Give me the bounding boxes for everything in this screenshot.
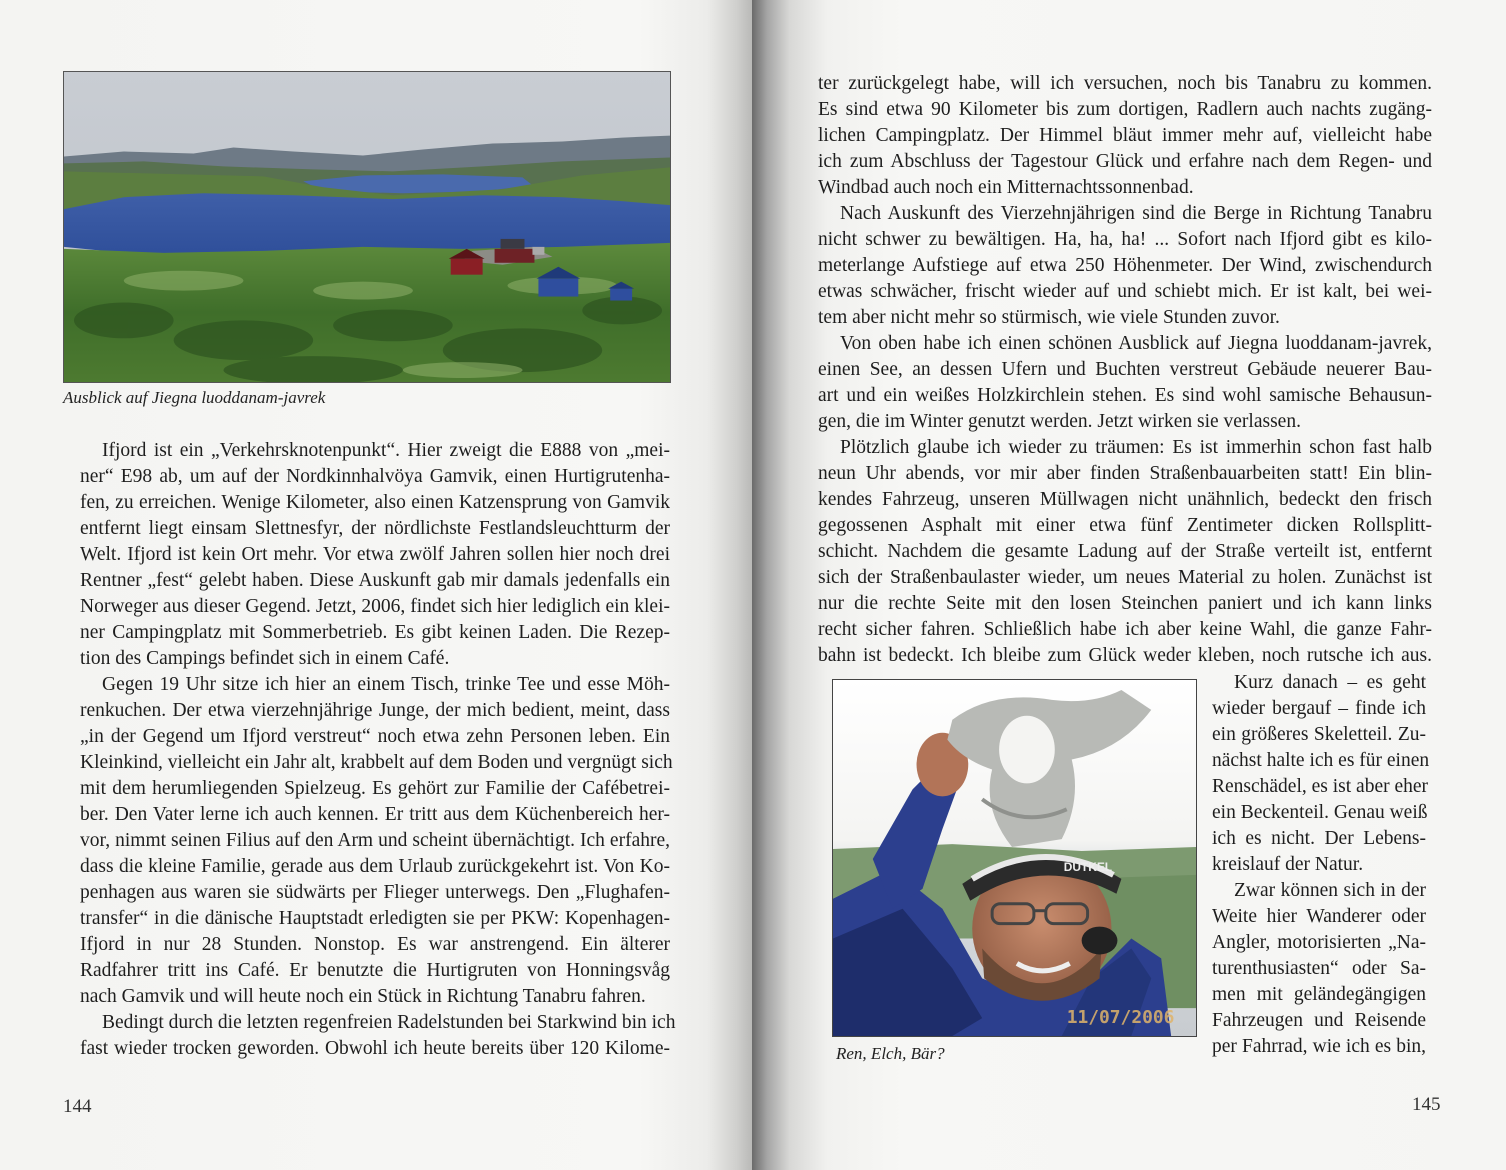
text-line: Welt. Ifjord ist kein Ort mehr. Vor etwa zwölf Jahren sollen hier noch drei — [80, 544, 670, 565]
left-body-text — [80, 438, 676, 1062]
text-line: bahn ist bedeckt. Ich bleibe zum Glück weder kleben, noch rutsche ich aus. — [818, 645, 1432, 666]
text-line: dass die kleine Familie, gerade aus dem Urlaub zurückgekehrt ist. Von Ko- — [80, 856, 670, 877]
text-line: Ifjord in nur 28 Stunden. Nonstop. Es war anstrengend. Ein älterer — [80, 934, 670, 955]
text-line: Rentner „fest“ gelebt haben. Diese Auskunft gab mir damals jedenfalls ein — [80, 570, 670, 591]
cyclist-with-bone-image — [833, 680, 1196, 1036]
text-line: Angler, motorisierten „Na- — [1212, 932, 1426, 953]
text-line: nächst halte ich es für einen — [1212, 750, 1430, 771]
rider-photo-caption: Ren, Elch, Bär? — [836, 1044, 945, 1063]
text-line: einen See, an dessen Ufern und Buchten verstreut Gebäude neuerer Bau- — [818, 359, 1432, 380]
text-line: turenthusiasten“ oder Sa- — [1212, 958, 1426, 979]
lake-landscape-image — [64, 72, 670, 382]
text-line: meterlange Aufstiege auf etwa 250 Höhenmeter. Der Wind, zwischendurch — [818, 255, 1432, 276]
text-line: etwas schwächer, frischt wieder auf und schiebt mich. Er ist kalt, bei wei- — [818, 281, 1432, 302]
text-line: mit dem herumliegenden Spielzeug. Es gehört zur Familie der Cafébetrei- — [80, 778, 670, 799]
text-line: Kurz danach – es geht — [1234, 672, 1426, 693]
text-line: ter zurückgelegt habe, will ich versuchen, noch bis Tanabru zu kommen. — [818, 73, 1432, 94]
text-line: penhagen aus waren sie südwärts per Flieger unterwegs. Den „Flughafen- — [80, 882, 670, 903]
text-line: vor, nimmt seinen Filius auf den Arm und scheint übernächtigt. Ich erfahre, — [80, 830, 670, 851]
text-line: fast wieder trocken geworden. Obwohl ich heute bereits über 120 Kilome- — [80, 1038, 670, 1059]
text-line: schicht. Nachdem die gesamte Ladung auf der Straße verteilt ist, entfernt — [818, 541, 1432, 562]
text-line: Nach Auskunft des Vierzehnjährigen sind die Berge in Richtung Tanabru — [840, 203, 1432, 224]
text-line: recht sicher fahren. Schließlich habe ich aber keine Wahl, die ganze Fahr- — [818, 619, 1432, 640]
page-number-left: 144 — [63, 1096, 92, 1117]
text-line: tem aber nicht mehr so stürmisch, wie viele Stunden zuvor. — [818, 307, 1280, 328]
text-line: nach Gamvik und will heute noch ein Stück in Richtung Tanabru fahren. — [80, 986, 646, 1007]
text-line: per Fahrrad, wie ich es bin, — [1212, 1036, 1426, 1057]
text-line: neun Uhr abends, vor mir aber finden Straßenbauarbeiten statt! Ein blin- — [818, 463, 1432, 484]
text-line: Ifjord ist ein „Verkehrsknotenpunkt“. Hier zweigt die E888 von „mei- — [102, 440, 670, 461]
text-line: Weite hier Wanderer oder — [1212, 906, 1426, 927]
text-line: Plötzlich glaube ich wieder zu träumen: Es ist immerhin schon fast halb — [840, 437, 1432, 458]
helmet-brand-text: DUTKEL — [1063, 859, 1113, 874]
text-line: gen, die im Winter genutzt werden. Jetzt wirken sie verlassen. — [818, 411, 1301, 432]
text-line: ner“ E98 ab, um auf der Nordkinnhalvöya Gamvik, einen Hurtigrutenha- — [80, 466, 670, 487]
text-line: Von oben habe ich einen schönen Ausblick auf Jiegna luoddanam-javrek, — [840, 333, 1432, 354]
text-line: fen, zu erreichen. Wenige Kilometer, also einen Katzensprung von Gamvik — [80, 492, 670, 513]
text-line: Kleinkind, vielleicht ein Jahr alt, krabbelt auf dem Boden und vergnügt sich — [80, 752, 673, 773]
page-number-right: 145 — [1412, 1094, 1441, 1115]
text-line: ber. Den Vater lerne ich auch kennen. Er tritt aus dem Küchenbereich her- — [80, 804, 670, 825]
text-line: tion des Campings befindet sich in einem Café. — [80, 648, 450, 669]
text-line: „in der Gegend um Ifjord verstreut“ noch etwa zehn Personen leben. Ein — [80, 726, 670, 747]
text-line: kendes Fahrzeug, unseren Müllwagen nicht unähnlich, bedeckt den frisch — [818, 489, 1432, 510]
text-line: Es sind etwa 90 Kilometer bis zum dortigen, Radlern auch nachts zugäng- — [818, 99, 1432, 120]
text-line: sich der Straßenbaulaster wieder, um neues Material zu holen. Zunächst ist — [818, 567, 1432, 588]
text-line: Gegen 19 Uhr sitze ich hier an einem Tisch, trinke Tee und esse Möh- — [102, 674, 670, 695]
right-side-text — [1212, 670, 1430, 1060]
text-line: transfer“ in die dänische Hauptstadt erledigten sie per PKW: Kopenhagen- — [80, 908, 670, 929]
text-line: Norweger aus dieser Gegend. Jetzt, 2006, findet sich hier lediglich ein klei- — [80, 596, 670, 617]
text-line: gegossenen Asphalt mit einer etwa fünf Zentimeter dicken Rollsplitt- — [818, 515, 1432, 536]
text-line: ner Campingplatz mit Sommerbetrieb. Es gibt keinen Laden. Die Rezep- — [80, 622, 670, 643]
text-line: ich es nicht. Der Lebens- — [1212, 828, 1426, 849]
text-line: renkuchen. Der etwa vierzehnjährige Junge, der mich bedient, meint, dass — [80, 700, 670, 721]
text-line: nur die rechte Seite mit den losen Steinchen paniert und ich kann links — [818, 593, 1432, 614]
text-line: lichen Campingplatz. Der Himmel bläut immer mehr auf, vielleicht habe — [818, 125, 1432, 146]
text-line: Radfahrer tritt ins Café. Er benutzte die Hurtigruten von Honningsvåg — [80, 960, 670, 981]
date-stamp: 11/07/2006 — [1066, 1007, 1175, 1029]
text-line: kreislauf der Natur. — [1212, 854, 1364, 875]
text-line: Renschädel, es ist aber eher — [1212, 776, 1429, 797]
right-body-text — [818, 71, 1432, 669]
text-line: entfernt liegt einsam Slettnesfyr, der nördlichste Festlandsleuchtturm der — [80, 518, 670, 539]
text-line: Bedingt durch die letzten regenfreien Radelstunden bei Starkwind bin ich — [102, 1012, 676, 1033]
text-line: Windbad auch noch ein Mitternachtssonnenbad. — [818, 177, 1194, 198]
rider-photo — [832, 679, 1197, 1037]
text-line: men mit geländegängigen — [1212, 984, 1426, 1005]
text-line: Zwar können sich in der — [1234, 880, 1426, 901]
text-line: art und ein weißes Holzkirchlein stehen. Es sind wohl samische Behausun- — [818, 385, 1432, 406]
text-line: ein Beckenteil. Genau weiß — [1212, 802, 1428, 823]
text-line: nicht schwer zu bewältigen. Ha, ha, ha! ... Sofort nach Ifjord gibt es kilo- — [818, 229, 1432, 250]
text-line: ich zum Abschluss der Tagestour Glück und erfahre nach dem Regen- und — [818, 151, 1432, 172]
text-line: wieder bergauf – finde ich — [1212, 698, 1426, 719]
text-line: ein größeres Skeletteil. Zu- — [1212, 724, 1426, 745]
left-page — [0, 0, 752, 1170]
text-line: Fahrzeugen und Reisende — [1212, 1010, 1426, 1031]
lake-photo-caption: Ausblick auf Jiegna luoddanam-javrek — [63, 388, 326, 407]
lake-photo — [63, 71, 671, 383]
